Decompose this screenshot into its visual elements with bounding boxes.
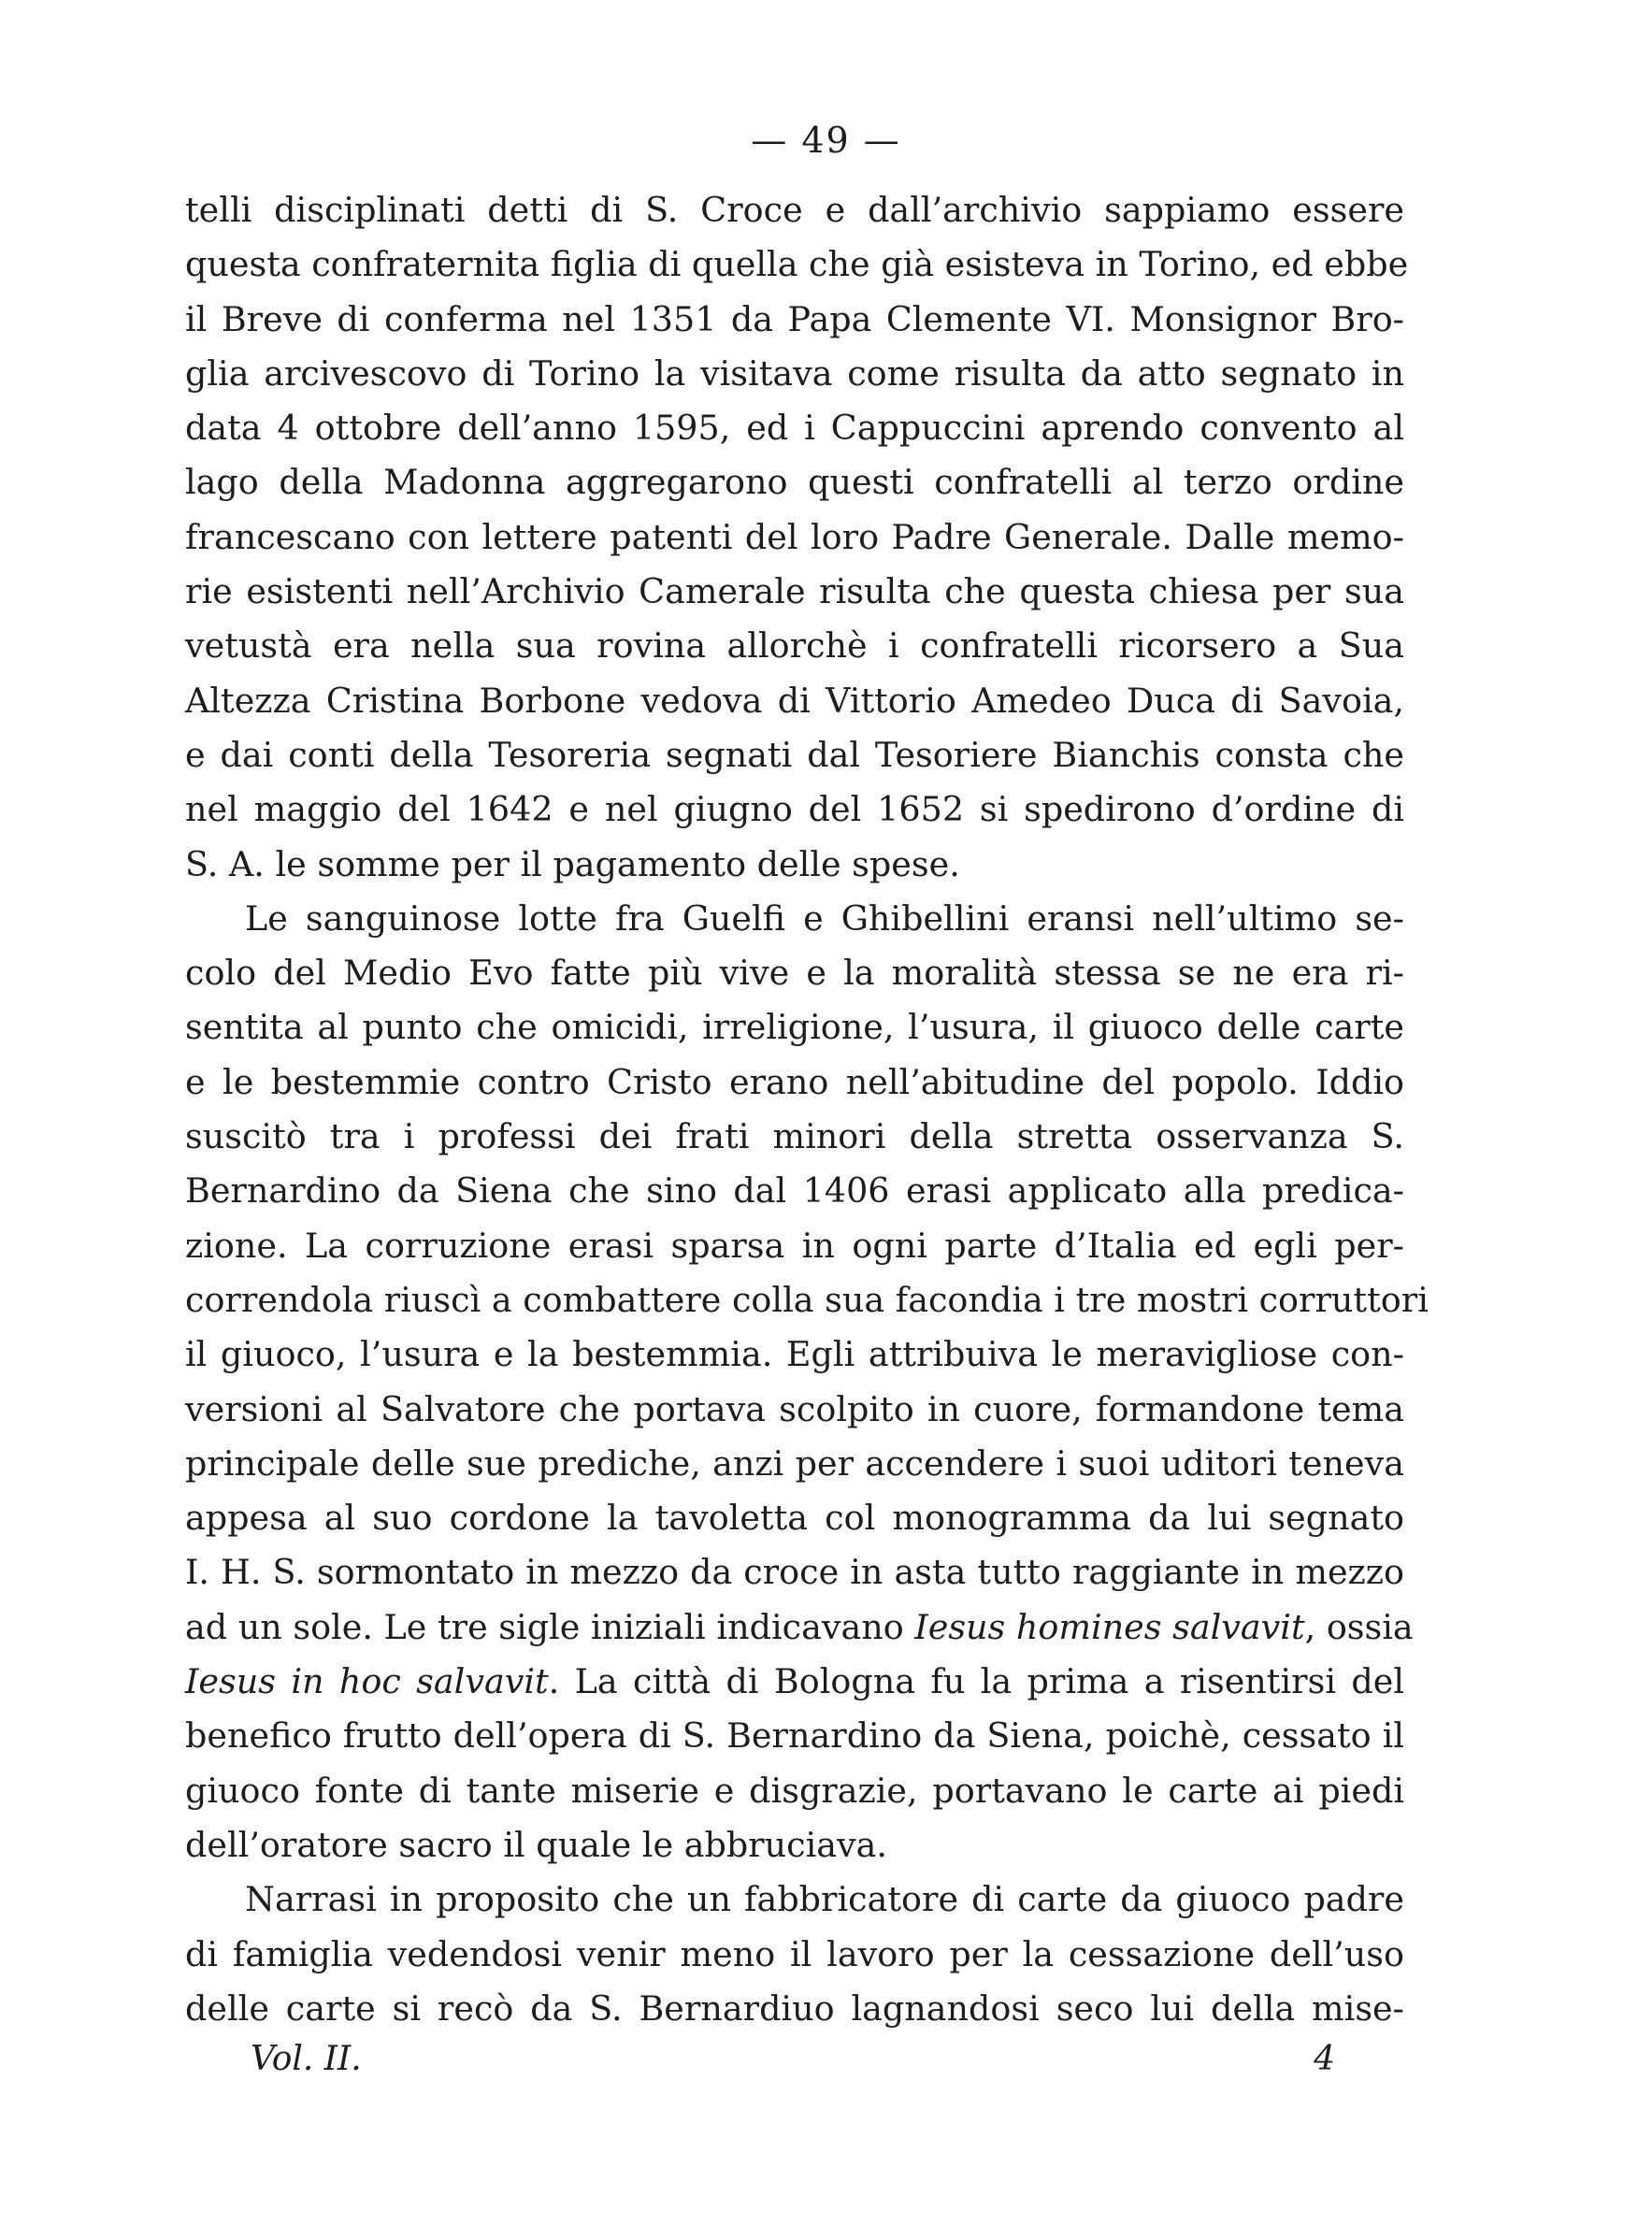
text-line: Altezza Cristina Borbone vedova di Vittorio Amedeo Duca di Savoia, [185, 680, 1404, 721]
text-line: questa confraternita figlia di quella che già esisteva in Torino, ed ebbe [185, 244, 1409, 285]
text-line: principale delle sue prediche, anzi per accendere i suoi uditori teneva [185, 1442, 1404, 1484]
text-line: ad un sole. Le tre sigle iniziali indicavano Iesus homines salvavit, ossia [185, 1606, 1414, 1647]
text-line: correndola riuscì a combattere colla sua facondia i tre mostri corruttori [185, 1279, 1429, 1320]
signature-mark: 4 [1314, 2040, 1335, 2078]
volume-label: Vol. II. [251, 2040, 362, 2078]
text-line: suscitò tra i professi dei frati minori della stretta osservanza S. [185, 1116, 1404, 1157]
page-number: — 49 — [751, 120, 901, 161]
text-line: Narrasi in proposito che un fabbricatore di carte da giuoco padre [245, 1879, 1404, 1920]
text-line: francescano con lettere patenti del loro Padre Generale. Dalle memo- [185, 516, 1404, 557]
text-line: versioni al Salvatore che portava scolpito in cuore, formandone tema [185, 1388, 1404, 1429]
text-line: Iesus in hoc salvavit. La città di Bologna fu la prima a risentirsi del [185, 1661, 1404, 1702]
text-line: e dai conti della Tesoreria segnati dal Tesoriere Bianchis consta che [185, 734, 1404, 775]
text-line: sentita al punto che omicidi, irreligione, l’usura, il giuoco delle carte [185, 1007, 1404, 1048]
text-line: giuoco fonte di tante miserie e disgrazie, portavano le carte ai piedi [185, 1770, 1404, 1811]
text-line: nel maggio del 1642 e nel giugno del 1652 si spedirono d’ordine di [185, 789, 1404, 830]
text-line: Bernardino da Siena che sino dal 1406 erasi applicato alla predica- [185, 1170, 1404, 1212]
text-line: zione. La corruzione erasi sparsa in ogni parte d’Italia ed egli per- [185, 1225, 1404, 1266]
text-line: rie esistenti nell’Archivio Camerale risulta che questa chiesa per sua [185, 571, 1404, 612]
text-line: telli disciplinati detti di S. Croce e dall’archivio sappiamo essere [185, 190, 1404, 230]
text-line: vetustà era nella sua rovina allorchè i confratelli ricorsero a Sua [185, 625, 1404, 667]
text-line: Le sanguinose lotte fra Guelfi e Ghibellini eransi nell’ultimo se- [245, 897, 1404, 939]
text-line: dell’oratore sacro il quale le abbruciava. [185, 1824, 887, 1865]
body-text [185, 183, 1429, 2036]
text-line: di famiglia vedendosi venir meno il lavoro per la cessazione dell’uso [185, 1933, 1404, 1974]
text-line: data 4 ottobre dell’anno 1595, ed i Cappuccini aprendo convento al [185, 408, 1404, 449]
text-line: delle carte si recò da S. Bernardiuo lagnandosi seco lui della mise- [185, 1987, 1404, 2029]
text-line: glia arcivescovo di Torino la visitava come risulta da atto segnato in [185, 352, 1404, 394]
text-line: e le bestemmie contro Cristo erano nell’abitudine del popolo. Iddio [185, 1061, 1404, 1102]
text-line: I. H. S. sormontato in mezzo da croce in asta tutto raggiante in mezzo [185, 1552, 1404, 1593]
text-line: il Breve di conferma nel 1351 da Papa Clemente VI. Monsignor Bro- [185, 298, 1404, 339]
text-line: appesa al suo cordone la tavoletta col monogramma da lui segnato [185, 1498, 1404, 1539]
text-line: colo del Medio Evo fatte più vive e la moralità stessa se ne era ri- [185, 953, 1404, 994]
text-line: lago della Madonna aggregarono questi confratelli al terzo ordine [185, 462, 1404, 503]
text-line: S. A. le somme per il pagamento delle spese. [185, 843, 960, 884]
text-line: il giuoco, l’usura e la bestemmia. Egli attribuiva le meravigliose con- [185, 1334, 1404, 1375]
text-line: benefico frutto dell’opera di S. Bernardino da Siena, poichè, cessato il [185, 1715, 1404, 1757]
